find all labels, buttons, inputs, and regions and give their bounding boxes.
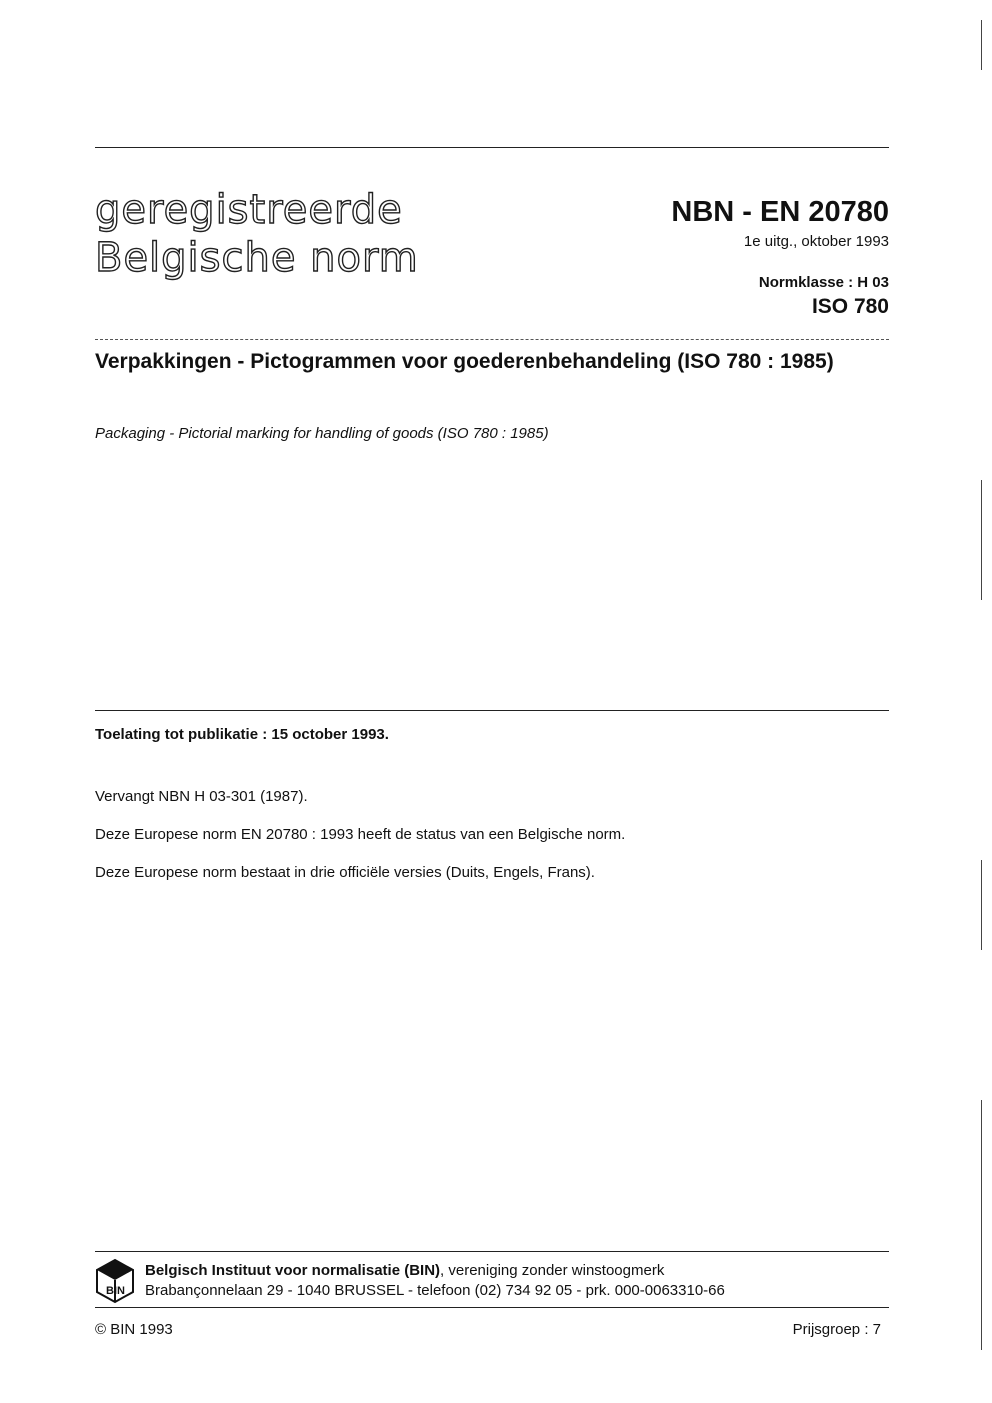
- footer-rule: [95, 1251, 889, 1252]
- middle-rule: [95, 710, 889, 711]
- bin-logo: [95, 1258, 135, 1304]
- title-rule: [95, 339, 889, 340]
- institute-name: Belgisch Instituut voor normalisatie (BIN): [145, 1262, 441, 1279]
- scan-edge-mark: [981, 860, 982, 950]
- title-dutch: Verpakkingen - Pictogrammen voor goederenbehandeling (ISO 780 : 1985): [95, 350, 834, 373]
- bottom-rule: [95, 1307, 889, 1308]
- heading-line-1: geregistreerde: [95, 187, 403, 233]
- replaces-text: Vervangt NBN H 03-301 (1987).: [95, 788, 308, 805]
- approval-text: Toelating tot publikatie : 15 october 1993.: [95, 726, 389, 743]
- copyright: © BIN 1993: [95, 1321, 173, 1338]
- normklasse: Normklasse : H 03: [758, 274, 889, 291]
- scan-edge-mark: [981, 480, 982, 600]
- institute-suffix: , vereniging zonder winstoogmerk: [440, 1262, 665, 1279]
- institute-line: [145, 1261, 664, 1281]
- status-text: Deze Europese norm EN 20780 : 1993 heeft de status van een Belgische norm.: [95, 826, 626, 843]
- edition-date: 1e uitg., oktober 1993: [743, 233, 889, 250]
- scan-edge-mark: [981, 20, 982, 70]
- heading-line-2: Belgische norm: [95, 235, 419, 281]
- top-rule: [95, 147, 889, 148]
- iso-reference: ISO 780: [811, 295, 889, 318]
- bin-logo-cube-icon: [95, 1258, 135, 1304]
- institute-address: Brabançonnelaan 29 - 1040 BRUSSEL - telefoon (02) 734 92 05 - prk. 000-0063310-66: [145, 1282, 725, 1299]
- standard-code: NBN - EN 20780: [671, 196, 889, 228]
- versions-text: Deze Europese norm bestaat in drie officiële versies (Duits, Engels, Frans).: [95, 864, 595, 881]
- scan-edge-mark: [981, 1100, 982, 1350]
- title-english: Packaging - Pictorial marking for handling of goods (ISO 780 : 1985): [95, 425, 549, 442]
- logo-text: BIN: [106, 1285, 125, 1297]
- price-group: Prijsgroep : 7: [792, 1321, 881, 1338]
